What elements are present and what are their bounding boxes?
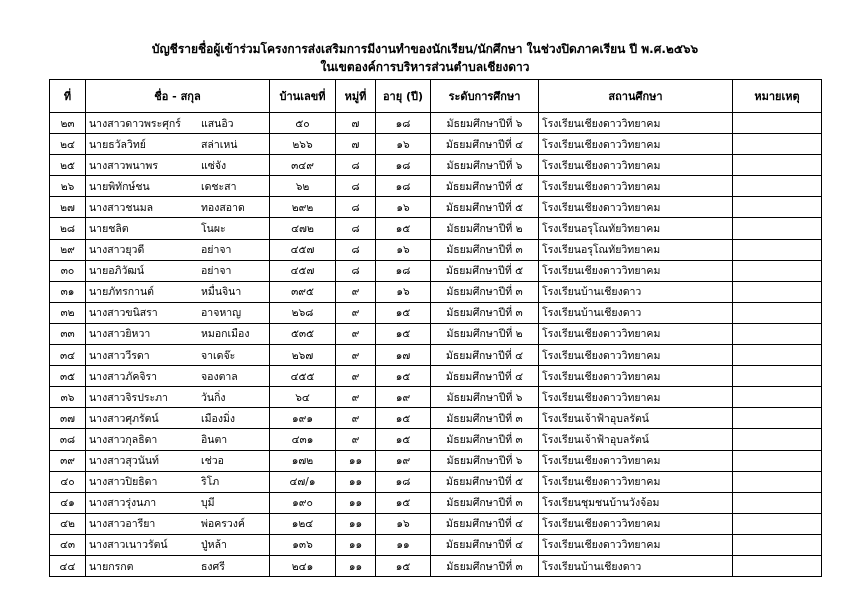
cell-no: ๒๙ <box>50 239 86 260</box>
first-name: นายภัทรกานต์ <box>89 286 154 299</box>
cell-house-number: ๔๕๕ <box>270 366 336 387</box>
cell-school: โรงเรียนเชียงดาววิทยาคม <box>539 450 733 471</box>
first-name: นายชลิต <box>89 223 129 236</box>
table-row <box>50 239 822 260</box>
surname: พ่อครวงค์ <box>201 518 245 531</box>
table-row <box>50 408 822 429</box>
cell-name <box>86 113 270 134</box>
cell-age: ๑๕ <box>376 408 431 429</box>
cell-name <box>86 429 270 450</box>
cell-education-level: มัธยมศึกษาปีที่ ๔ <box>431 345 539 366</box>
cell-village: ๘ <box>336 260 376 281</box>
cell-house-number: ๑๙๐ <box>270 492 336 513</box>
cell-village: ๑๑ <box>336 492 376 513</box>
cell-house-number: ๒๖๖ <box>270 134 336 155</box>
cell-school: โรงเรียนเชียงดาววิทยาคม <box>539 176 733 197</box>
cell-education-level: มัธยมศึกษาปีที่ ๓ <box>431 555 539 576</box>
header-education-level: ระดับการศึกษา <box>431 80 539 113</box>
cell-village: ๙ <box>336 281 376 302</box>
table-row <box>50 513 822 534</box>
first-name: นางสาวยิหวา <box>89 328 151 341</box>
table-row <box>50 534 822 555</box>
surname: อย่าจา <box>201 265 232 278</box>
cell-age: ๑๑ <box>376 534 431 555</box>
cell-remark <box>733 345 822 366</box>
cell-village: ๗ <box>336 113 376 134</box>
cell-house-number: ๑๓๖ <box>270 534 336 555</box>
header-no: ที่ <box>50 80 86 113</box>
table-row <box>50 492 822 513</box>
cell-name <box>86 323 270 344</box>
cell-name <box>86 134 270 155</box>
cell-house-number: ๕๓๕ <box>270 323 336 344</box>
cell-school: โรงเรียนเจ้าฟ้าอุบลรัตน์ <box>539 408 733 429</box>
cell-remark <box>733 492 822 513</box>
cell-no: ๒๕ <box>50 155 86 176</box>
table-row <box>50 555 822 576</box>
cell-remark <box>733 155 822 176</box>
table-row <box>50 281 822 302</box>
cell-village: ๑๑ <box>336 513 376 534</box>
surname: อินตา <box>201 433 228 446</box>
first-name: นายธวัลวิทย์ <box>89 138 146 151</box>
cell-no: ๔๐ <box>50 471 86 492</box>
cell-name <box>86 513 270 534</box>
cell-school: โรงเรียนอรุโณทัยวิทยาคม <box>539 239 733 260</box>
cell-age: ๑๕ <box>376 555 431 576</box>
cell-education-level: มัธยมศึกษาปีที่ ๔ <box>431 534 539 555</box>
cell-village: ๙ <box>336 387 376 408</box>
header-remark: หมายเหตุ <box>733 80 822 113</box>
cell-remark <box>733 366 822 387</box>
table-row <box>50 323 822 344</box>
cell-village: ๘ <box>336 218 376 239</box>
cell-house-number: ๕๐ <box>270 113 336 134</box>
cell-remark <box>733 534 822 555</box>
cell-education-level: มัธยมศึกษาปีที่ ๕ <box>431 176 539 197</box>
cell-school: โรงเรียนบ้านเชียงดาว <box>539 302 733 323</box>
cell-name <box>86 471 270 492</box>
table-row <box>50 387 822 408</box>
cell-age: ๑๖ <box>376 239 431 260</box>
table-body <box>50 113 822 577</box>
cell-name <box>86 555 270 576</box>
cell-no: ๒๖ <box>50 176 86 197</box>
surname: ทองสอาด <box>201 201 245 214</box>
cell-village: ๙ <box>336 429 376 450</box>
cell-education-level: มัธยมศึกษาปีที่ ๓ <box>431 302 539 323</box>
cell-no: ๔๑ <box>50 492 86 513</box>
cell-age: ๑๖ <box>376 134 431 155</box>
surname: จองตาล <box>201 370 238 383</box>
first-name: นางสาวอารียา <box>89 518 156 531</box>
table-row <box>50 134 822 155</box>
cell-village: ๗ <box>336 134 376 155</box>
first-name: นางสาวภัคจิรา <box>89 370 158 383</box>
surname: เมืองมิ่ง <box>201 412 235 425</box>
cell-village: ๑๑ <box>336 555 376 576</box>
cell-house-number: ๑๗๒ <box>270 450 336 471</box>
cell-name <box>86 218 270 239</box>
cell-age: ๑๘ <box>376 471 431 492</box>
cell-age: ๑๙ <box>376 387 431 408</box>
surname: หมอกเมือง <box>201 328 250 341</box>
table-header-row <box>50 80 822 113</box>
cell-age: ๑๘ <box>376 176 431 197</box>
surname: บุมี <box>201 497 215 510</box>
cell-name <box>86 366 270 387</box>
cell-no: ๓๔ <box>50 345 86 366</box>
cell-house-number: ๖๔ <box>270 387 336 408</box>
cell-age: ๑๕ <box>376 302 431 323</box>
surname: วันกิ่ง <box>201 391 226 404</box>
cell-no: ๓๕ <box>50 366 86 387</box>
cell-name <box>86 239 270 260</box>
cell-village: ๙ <box>336 345 376 366</box>
first-name: นางสาวจิรประภา <box>89 391 168 404</box>
table-row <box>50 302 822 323</box>
cell-village: ๘ <box>336 176 376 197</box>
surname: แสนอิว <box>201 117 234 130</box>
first-name: นางสาวกุลธิดา <box>89 433 158 446</box>
cell-no: ๒๓ <box>50 113 86 134</box>
header-name: ชื่อ - สกุล <box>86 80 270 113</box>
cell-age: ๑๘ <box>376 155 431 176</box>
cell-house-number: ๖๒ <box>270 176 336 197</box>
first-name: นางสาววีรดา <box>89 349 150 362</box>
cell-age: ๑๙ <box>376 450 431 471</box>
first-name: นางสาวปิยธิดา <box>89 476 158 489</box>
cell-age: ๑๕ <box>376 218 431 239</box>
cell-village: ๙ <box>336 323 376 344</box>
cell-no: ๓๙ <box>50 450 86 471</box>
cell-school: โรงเรียนเชียงดาววิทยาคม <box>539 534 733 555</box>
cell-name <box>86 260 270 281</box>
cell-school: โรงเรียนเชียงดาววิทยาคม <box>539 260 733 281</box>
cell-school: โรงเรียนเชียงดาววิทยาคม <box>539 134 733 155</box>
cell-village: ๙ <box>336 408 376 429</box>
cell-no: ๔๔ <box>50 555 86 576</box>
first-name: นางสาวขนิสรา <box>89 307 158 320</box>
cell-name <box>86 534 270 555</box>
cell-name <box>86 492 270 513</box>
cell-village: ๘ <box>336 239 376 260</box>
cell-school: โรงเรียนชุมชนบ้านวังจ้อม <box>539 492 733 513</box>
table-row <box>50 113 822 134</box>
first-name: นายกรกต <box>89 560 134 573</box>
cell-age: ๑๘ <box>376 260 431 281</box>
cell-house-number: ๔๓๑ <box>270 429 336 450</box>
first-name: นายพิทักษ์ชน <box>89 180 150 193</box>
cell-name <box>86 387 270 408</box>
cell-remark <box>733 239 822 260</box>
surname: ปู่หล้า <box>201 539 227 552</box>
cell-education-level: มัธยมศึกษาปีที่ ๖ <box>431 387 539 408</box>
cell-age: ๑๘ <box>376 113 431 134</box>
cell-no: ๒๘ <box>50 218 86 239</box>
surname: จาเดจ๊ะ <box>201 349 236 362</box>
cell-age: ๑๖ <box>376 197 431 218</box>
surname: อย่าจา <box>201 244 232 257</box>
cell-house-number: ๓๙๕ <box>270 281 336 302</box>
cell-no: ๓๖ <box>50 387 86 408</box>
first-name: นางสาวยุวดี <box>89 244 145 257</box>
first-name: นางสาวพนาพร <box>89 159 158 172</box>
cell-school: โรงเรียนเชียงดาววิทยาคม <box>539 513 733 534</box>
cell-house-number: ๑๙๑ <box>270 408 336 429</box>
cell-education-level: มัธยมศึกษาปีที่ ๖ <box>431 450 539 471</box>
cell-education-level: มัธยมศึกษาปีที่ ๓ <box>431 429 539 450</box>
cell-age: ๑๗ <box>376 345 431 366</box>
table-row <box>50 155 822 176</box>
cell-education-level: มัธยมศึกษาปีที่ ๓ <box>431 281 539 302</box>
surname: แซ่จัง <box>201 159 227 172</box>
first-name: นางสาวรุ่งนภา <box>89 497 157 510</box>
cell-age: ๑๕ <box>376 429 431 450</box>
cell-house-number: ๑๒๔ <box>270 513 336 534</box>
cell-house-number: ๒๙๒ <box>270 197 336 218</box>
cell-age: ๑๕ <box>376 366 431 387</box>
cell-remark <box>733 260 822 281</box>
cell-name <box>86 345 270 366</box>
cell-school: โรงเรียนเจ้าฟ้าอุบลรัตน์ <box>539 429 733 450</box>
table-row <box>50 366 822 387</box>
cell-education-level: มัธยมศึกษาปีที่ ๔ <box>431 513 539 534</box>
cell-remark <box>733 197 822 218</box>
cell-remark <box>733 134 822 155</box>
cell-school: โรงเรียนเชียงดาววิทยาคม <box>539 366 733 387</box>
cell-name <box>86 408 270 429</box>
cell-house-number: ๔๗/๑ <box>270 471 336 492</box>
first-name: นางสาวชนมล <box>89 201 154 214</box>
first-name: นางสาวดาวพระศุกร์ <box>89 117 181 130</box>
cell-education-level: มัธยมศึกษาปีที่ ๕ <box>431 260 539 281</box>
table-row <box>50 345 822 366</box>
cell-village: ๑๑ <box>336 450 376 471</box>
cell-education-level: มัธยมศึกษาปีที่ ๒ <box>431 218 539 239</box>
cell-remark <box>733 176 822 197</box>
cell-school: โรงเรียนเชียงดาววิทยาคม <box>539 113 733 134</box>
cell-house-number: ๒๖๘ <box>270 302 336 323</box>
cell-house-number: ๔๕๗ <box>270 239 336 260</box>
document-title: บัญชีรายชื่อผู้เข้าร่วมโครงการส่งเสริมการมีงานทำของนักเรียน/นักศึกษา ในช่วงปิดภาคเรียน ปี พ.ศ.๒๕๖๖ <box>151 42 699 56</box>
cell-remark <box>733 323 822 344</box>
surname: เช่วอ <box>201 455 224 468</box>
cell-age: ๑๕ <box>376 492 431 513</box>
cell-school: โรงเรียนเชียงดาววิทยาคม <box>539 197 733 218</box>
surname: เดชะสา <box>201 180 237 193</box>
table-row <box>50 260 822 281</box>
cell-no: ๓๒ <box>50 302 86 323</box>
cell-no: ๓๘ <box>50 429 86 450</box>
cell-education-level: มัธยมศึกษาปีที่ ๔ <box>431 366 539 387</box>
cell-education-level: มัธยมศึกษาปีที่ ๖ <box>431 155 539 176</box>
cell-remark <box>733 408 822 429</box>
cell-education-level: มัธยมศึกษาปีที่ ๔ <box>431 134 539 155</box>
cell-house-number: ๓๔๙ <box>270 155 336 176</box>
cell-name <box>86 176 270 197</box>
cell-village: ๑๑ <box>336 534 376 555</box>
cell-house-number: ๒๖๗ <box>270 345 336 366</box>
cell-school: โรงเรียนเชียงดาววิทยาคม <box>539 345 733 366</box>
cell-no: ๔๒ <box>50 513 86 534</box>
cell-no: ๔๓ <box>50 534 86 555</box>
cell-village: ๘ <box>336 197 376 218</box>
cell-remark <box>733 450 822 471</box>
cell-name <box>86 197 270 218</box>
cell-house-number: ๔๕๗ <box>270 260 336 281</box>
cell-house-number: ๒๔๑ <box>270 555 336 576</box>
cell-remark <box>733 555 822 576</box>
header-house-number: บ้านเลขที่ <box>270 80 336 113</box>
first-name: นางสาวสุวนันท์ <box>89 455 159 468</box>
cell-village: ๑๑ <box>336 471 376 492</box>
cell-no: ๓๗ <box>50 408 86 429</box>
cell-no: ๓๑ <box>50 281 86 302</box>
cell-no: ๒๔ <box>50 134 86 155</box>
surname: หมื่นจินา <box>201 286 242 299</box>
cell-no: ๓๐ <box>50 260 86 281</box>
cell-education-level: มัธยมศึกษาปีที่ ๖ <box>431 113 539 134</box>
cell-remark <box>733 218 822 239</box>
surname: ธงศรี <box>201 560 225 573</box>
cell-school: โรงเรียนอรุโณทัยวิทยาคม <box>539 218 733 239</box>
cell-age: ๑๕ <box>376 323 431 344</box>
first-name: นางสาวเนาวรัตน์ <box>89 539 168 552</box>
cell-school: โรงเรียนเชียงดาววิทยาคม <box>539 471 733 492</box>
cell-education-level: มัธยมศึกษาปีที่ ๒ <box>431 323 539 344</box>
table-row <box>50 471 822 492</box>
cell-remark <box>733 113 822 134</box>
cell-remark <box>733 471 822 492</box>
participant-table <box>49 79 822 577</box>
cell-remark <box>733 513 822 534</box>
cell-remark <box>733 302 822 323</box>
surname: ริโภ <box>201 476 220 489</box>
cell-village: ๙ <box>336 366 376 387</box>
cell-remark <box>733 429 822 450</box>
document-subtitle: ในเขตองค์การบริหารส่วนตำบลเชียงดาว <box>320 60 530 74</box>
table-row <box>50 218 822 239</box>
cell-village: ๙ <box>336 302 376 323</box>
surname: โนผะ <box>201 223 226 236</box>
header-age: อายุ (ปี) <box>376 80 431 113</box>
cell-remark <box>733 281 822 302</box>
first-name: นายอภิวัฒน์ <box>89 265 145 278</box>
cell-school: โรงเรียนเชียงดาววิทยาคม <box>539 155 733 176</box>
cell-education-level: มัธยมศึกษาปีที่ ๓ <box>431 239 539 260</box>
header-village: หมู่ที่ <box>336 80 376 113</box>
cell-school: โรงเรียนเชียงดาววิทยาคม <box>539 387 733 408</box>
cell-village: ๘ <box>336 155 376 176</box>
cell-age: ๑๖ <box>376 513 431 534</box>
cell-no: ๒๗ <box>50 197 86 218</box>
table-row <box>50 176 822 197</box>
cell-name <box>86 155 270 176</box>
cell-education-level: มัธยมศึกษาปีที่ ๓ <box>431 408 539 429</box>
cell-remark <box>733 387 822 408</box>
cell-name <box>86 281 270 302</box>
cell-house-number: ๔๗๒ <box>270 218 336 239</box>
cell-education-level: มัธยมศึกษาปีที่ ๕ <box>431 197 539 218</box>
header-school: สถานศึกษา <box>539 80 733 113</box>
cell-school: โรงเรียนบ้านเชียงดาว <box>539 555 733 576</box>
table-row <box>50 429 822 450</box>
first-name: นางสาวศุภรัตน์ <box>89 412 159 425</box>
cell-no: ๓๓ <box>50 323 86 344</box>
cell-school: โรงเรียนบ้านเชียงดาว <box>539 281 733 302</box>
cell-age: ๑๖ <box>376 281 431 302</box>
surname: อาจหาญ <box>201 307 242 320</box>
table-row <box>50 450 822 471</box>
cell-name <box>86 302 270 323</box>
surname: สล่าเหน่ <box>201 138 238 151</box>
cell-name <box>86 450 270 471</box>
cell-education-level: มัธยมศึกษาปีที่ ๕ <box>431 471 539 492</box>
table-row <box>50 197 822 218</box>
cell-education-level: มัธยมศึกษาปีที่ ๓ <box>431 492 539 513</box>
cell-school: โรงเรียนเชียงดาววิทยาคม <box>539 323 733 344</box>
